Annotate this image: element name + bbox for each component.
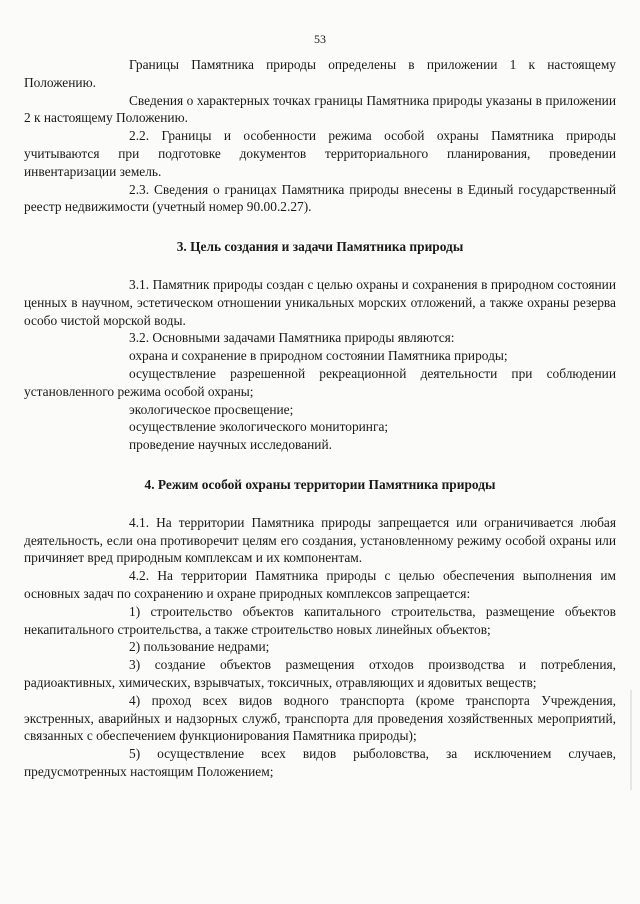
paragraph: Границы Памятника природы определены в приложении 1 к настоящему Положению. bbox=[24, 57, 616, 90]
list-item: осуществление разрешенной рекреационной деятельности при соблюдении установленного режима особой охраны; bbox=[24, 365, 616, 399]
paragraph: Сведения о характерных точках границы Памятника природы указаны в приложении 2 к настоящему Положению. bbox=[24, 92, 616, 126]
document-body bbox=[24, 56, 616, 781]
list-item: 3) создание объектов размещения отходов производства и потребления, радиоактивных, химических, взрывчатых, токсичных, отравляющих и ядовитых веществ; bbox=[24, 657, 616, 690]
list-item: экологическое просвещение; bbox=[129, 401, 294, 417]
list-item: 2) пользование недрами; bbox=[129, 639, 270, 655]
scan-edge-artifact bbox=[630, 690, 632, 790]
section-heading-4: 4. Режим особой охраны территории Памятника природы bbox=[144, 476, 496, 492]
list-item: 1) строительство объектов капитального строительства, размещение объектов некапитального строительства, а также строительство новых линейных объектов; bbox=[24, 603, 616, 637]
section-heading-3: 3. Цель создания и задачи Памятника природы bbox=[176, 239, 464, 255]
list-item: проведение научных исследований. bbox=[129, 437, 332, 453]
paragraph: 2.3. Сведения о границах Памятника природы внесены в Единый государственный реестр недвижимости (учетный номер 90.00.2.27). bbox=[24, 181, 616, 215]
list-item: 4) проход всех видов водного транспорта (кроме транспорта Учреждения, экстренных, аварийных и надзорных служб, транспорта для проведения хозяйственных мероприятий, связанных с обеспечением функционирования Памятника природы); bbox=[24, 692, 616, 744]
paragraph: 4.2. На территории Памятника природы с целью обеспечения выполнения им основных задач по сохранению и охране природных комплексов запрещается: bbox=[24, 568, 616, 601]
paragraph: 3.2. Основными задачами Памятника природы являются: bbox=[129, 330, 455, 346]
paragraph: 4.1. На территории Памятника природы запрещается или ограничивается любая деятельность, если она противоречит целям его создания, установленному режиму особой охраны или причиняет вред природным комплексам и их компонентам. bbox=[24, 514, 616, 566]
list-item: 5) осуществление всех видов рыболовства, за исключением случаев, предусмотренных настоящим Положением; bbox=[24, 746, 616, 779]
list-item: осуществление экологического мониторинга; bbox=[129, 419, 389, 435]
list-item: охрана и сохранение в природном состоянии Памятника природы; bbox=[129, 348, 508, 364]
paragraph: 3.1. Памятник природы создан с целью охраны и сохранения в природном состоянии ценных в научном, эстетическом отношении уникальных морских отложений, а также охраны резерва особо чистой морской воды. bbox=[24, 276, 616, 328]
paragraph: 2.2. Границы и особенности режима особой охраны Памятника природы учитываются при подготовке документов территориального планирования, проведении инвентаризации земель. bbox=[24, 128, 616, 179]
page-number: 53 bbox=[314, 32, 326, 46]
